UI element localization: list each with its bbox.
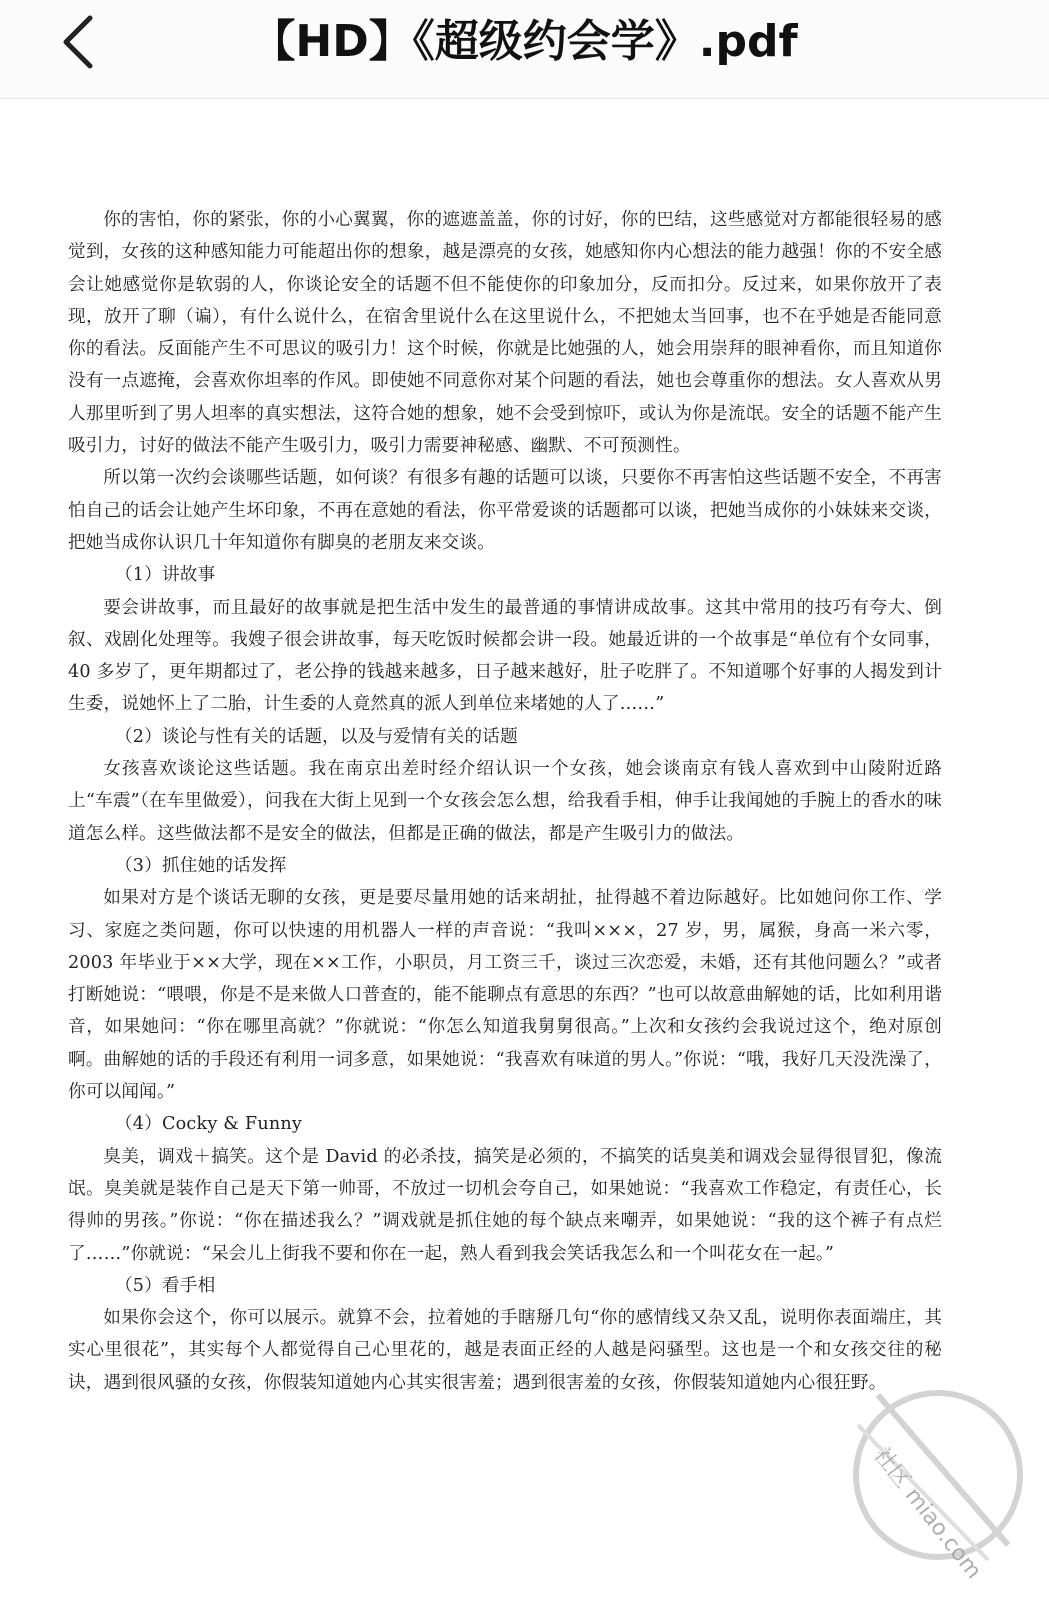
pdf-page-content [68,204,942,1399]
section-heading: （3）抓住她的话发挥 [115,855,287,876]
back-button[interactable] [52,10,112,74]
section-heading: （2）谈论与性有关的话题，以及与爱情有关的话题 [115,726,518,747]
watermark-text: 社区 miao.com [868,1443,987,1584]
paragraph: 要会讲故事，而且最好的故事就是把生活中发生的最普通的事情讲成故事。这其中常用的技巧有夸大、倒叙、戏剧化处理等。我嫂子很会讲故事，每天吃饭时候都会讲一段。她最近讲的一个故事是“单位有个女同事，40 多岁了，更年期都过了，老公挣的钱越来越多，日子越来越好，肚子吃胖了。不知道哪个好事的人揭发到计生委，说她怀上了二胎，计生委的人竟然真的派人到单位来堵她的人了……” [68,597,942,715]
paragraph: 你的害怕，你的紧张，你的小心翼翼，你的遮遮盖盖，你的讨好，你的巴结，这些感觉对方都能很轻易的感觉到，女孩的这种感知能力可能超出你的想象，越是漂亮的女孩，她感知你内心想法的能力越强！你的不安全感会让她感觉你是软弱的人，你谈论安全的话题不但不能使你的印象加分，反而扣分。反过来，如果你放开了表现，放开了聊（谝），有什么说什么，在宿舍里说什么在这里说什么，不把她太当回事，也不在乎她是否能同意你的看法。反面能产生不可思议的吸引力！这个时候，你就是比她强的人，她会用崇拜的眼神看你，而且知道你没有一点遮掩，会喜欢你坦率的作风。即使她不同意你对某个问题的看法，她也会尊重你的想法。女人喜欢从男人那里听到了男人坦率的真实想法，这符合她的想象，她不会受到惊吓，或认为你是流氓。安全的话题不能产生吸引力，讨好的做法不能产生吸引力，吸引力需要神秘感、幽默、不可预测性。 [68,210,942,457]
chevron-left-icon [52,10,112,74]
top-bar [0,0,1049,99]
paragraph: 如果对方是个谈话无聊的女孩，更是要尽量用她的话来胡扯，扯得越不着边际越好。比如她问你工作、学习、家庭之类问题，你可以快速的用机器人一样的声音说：“我叫×××，27 岁，男，属猴，身高一米六零，2003 年毕业于××大学，现在××工作，小职员，月工资三千，谈过三次恋爱，未婚，还有其他问题么？”或者打断她说：“喂喂，你是不是来做人口普查的，能不能聊点有意思的东西？”也可以故意曲解她的话，比如利用谐音，如果她问：“你在哪里高就？”你就说：“你怎么知道我舅舅很高。”上次和女孩约会我说过这个，绝对原创啊。曲解她的话的手段还有利用一词多意，如果她说：“我喜欢有味道的男人。”你说：“哦，我好几天没洗澡了，你可以闻闻。” [68,888,942,1103]
paragraph: 如果你会这个，你可以展示。就算不会，拉着她的手瞎掰几句“你的感情线又杂又乱，说明你表面端庄，其实心里很花”，其实每个人都觉得自己心里花的，越是表面正经的人越是闷骚型。这也是一个和女孩交往的秘诀，遇到很风骚的女孩，你假装知道她内心其实很害羞；遇到很害羞的女孩，你假装知道她内心很狂野。 [68,1308,942,1393]
watermark-logo-icon [818,1355,1028,1565]
document-title: 【HD】《超级约会学》.pdf [251,16,798,67]
section-heading: （5）看手相 [115,1275,216,1296]
section-heading: （4）Cocky & Funny [115,1114,303,1135]
paragraph: 臭美，调戏＋搞笑。这个是 David 的必杀技，搞笑是必须的，不搞笑的话臭美和调戏会显得很冒犯，像流氓。臭美就是装作自己是天下第一帅哥，不放过一切机会夸自己，如果她说：“我喜欢工作稳定，有责任心，长得帅的男孩。”你说：“你在描述我么？”调戏就是抓住她的每个缺点来嘲弄，如果她说：“我的这个裤子有点烂了……”你就说：“呆会儿上街我不要和你在一起，熟人看到我会笑话我怎么和一个叫花女在一起。” [68,1146,942,1264]
paragraph: 女孩喜欢谈论这些话题。我在南京出差时经介绍认识一个女孩，她会谈南京有钱人喜欢到中山陵附近路上“车震”（在车里做爱），问我在大街上见到一个女孩会怎么想，给我看手相，伸手让我闻她的手腕上的香水的味道怎么样。这些做法都不是安全的做法，但都是正确的做法，都是产生吸引力的做法。 [68,759,942,844]
section-heading: （1）讲故事 [115,565,216,586]
paragraph: 所以第一次约会谈哪些话题，如何谈？有很多有趣的话题可以谈，只要你不再害怕这些话题不安全，不再害怕自己的话会让她产生坏印象，不再在意她的看法，你平常爱谈的话题都可以谈，把她当成你的小妹妹来交谈，把她当成你认识几十年知道你有脚臭的老朋友来交谈。 [68,468,942,553]
